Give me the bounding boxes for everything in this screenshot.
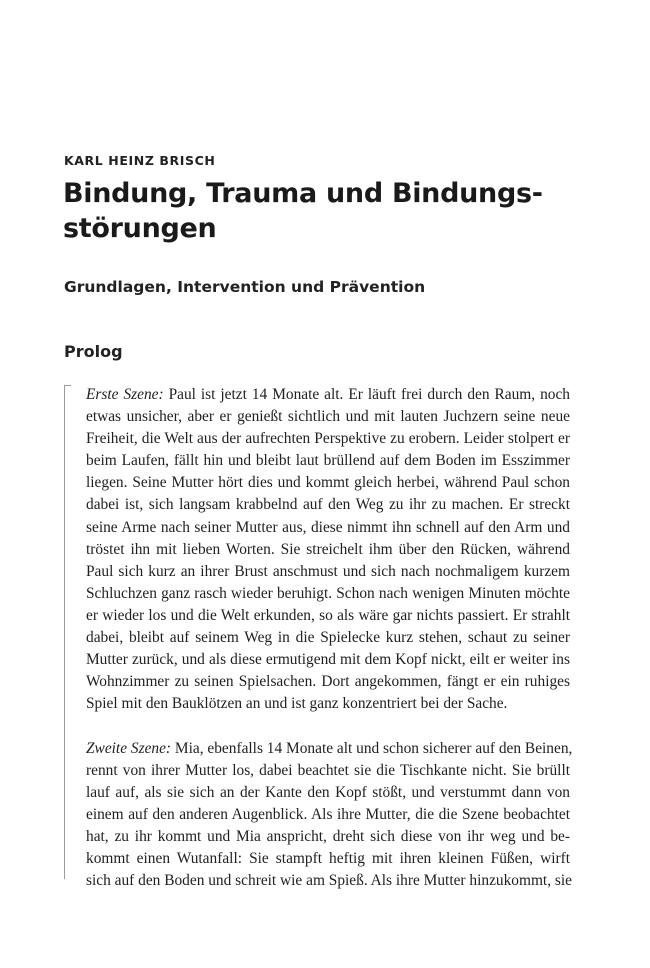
text-line bbox=[86, 494, 570, 516]
text-line bbox=[86, 627, 570, 649]
text-line bbox=[86, 384, 570, 406]
paragraph-gap bbox=[86, 715, 570, 737]
text-line-content: Mia, ebenfalls 14 Monate alt und schon sicherer auf den Beinen, bbox=[171, 739, 573, 757]
text-line bbox=[86, 826, 570, 848]
text-line bbox=[86, 649, 570, 671]
margin-rule bbox=[64, 385, 65, 879]
text-line bbox=[86, 539, 570, 561]
text-line bbox=[86, 782, 570, 804]
text-line bbox=[86, 804, 570, 826]
text-line-content: kommt einen Wutanfall: Sie stampft heftig mit ihren kleinen Füßen, wirft bbox=[86, 849, 570, 867]
scene-label: Erste Szene: bbox=[86, 386, 164, 403]
text-line-content: rennt von ihrer Mutter los, dabei beachtet sie die Tischkante nicht. Sie brüllt bbox=[86, 761, 570, 779]
text-line bbox=[86, 738, 573, 760]
text-line-content: Wohnzimmer zu seinen Spielsachen. Dort angekommen, fängt er ein ruhiges bbox=[86, 673, 570, 691]
text-line-content: hat, zu ihr kommt und Mia anspricht, dreht sich diese von ihr weg und be- bbox=[86, 827, 570, 845]
text-line bbox=[86, 671, 570, 693]
scene-label: Zweite Szene: bbox=[86, 739, 172, 757]
text-line-content: einem auf den anderen Augenblick. Als ihre Mutter, die die Szene beobachtet bbox=[86, 805, 570, 823]
text-line bbox=[86, 760, 570, 782]
text-line-content: Freiheit, die Welt aus der aufrechten Perspektive zu erobern. Leider stolpert er bbox=[86, 430, 570, 448]
chapter-subtitle: Grundlagen, Intervention und Prävention bbox=[64, 278, 426, 296]
text-line bbox=[86, 583, 570, 605]
text-line-content: Paul sich kurz an ihrer Brust anschmust und sich nach nochmaligem kurzem bbox=[86, 562, 570, 580]
text-line bbox=[86, 848, 570, 870]
body-text bbox=[86, 384, 573, 892]
text-line-content: lauf auf, als sie sich an der Kante den Kopf stößt, und verstummt dann von bbox=[86, 783, 570, 801]
text-line-content: Mutter zurück, und als diese ermutigend mit dem Kopf nickt, eilt er weiter ins bbox=[86, 651, 570, 669]
chapter-title bbox=[63, 176, 543, 246]
text-line-content: beim Laufen, fällt hin und bleibt laut brüllend auf dem Boden im Esszimmer bbox=[86, 452, 570, 470]
chapter-title-line: Bindung, Trauma und Bindungs- bbox=[63, 178, 543, 209]
text-line-content: Spiel mit den Bauklötzen an und ist ganz konzentriert bei der Sache. bbox=[86, 695, 508, 713]
text-line bbox=[86, 870, 570, 892]
text-line bbox=[86, 561, 570, 583]
text-line bbox=[86, 450, 570, 472]
text-line-content: tröstet ihn mit lieben Worten. Sie streichelt ihm über den Rücken, während bbox=[86, 540, 570, 558]
author-name: KARL HEINZ BRISCH bbox=[64, 153, 216, 168]
text-line bbox=[86, 406, 570, 428]
text-line-content: seine Arme nach seiner Mutter aus, diese nimmt ihn schnell auf den Arm und bbox=[86, 518, 570, 536]
text-line-content: etwas unsicher, aber er genießt sichtlich und mit lauten Juchzern seine neue bbox=[86, 408, 570, 426]
text-line-content: Paul ist jetzt 14 Monate alt. Er läuft frei durch den Raum, noch bbox=[163, 386, 570, 403]
text-line bbox=[86, 517, 570, 539]
text-line-content: dabei ist, sich langsam krabbelnd auf den Weg zu ihr zu machen. Er streckt bbox=[86, 496, 570, 514]
text-line-content: Schluchzen ganz rasch wieder beruhigt. Schon nach wenigen Minuten möchte bbox=[86, 584, 570, 602]
text-line bbox=[86, 605, 570, 627]
section-heading: Prolog bbox=[64, 342, 123, 361]
text-line bbox=[86, 472, 570, 494]
text-line bbox=[86, 428, 570, 450]
chapter-title-line: störungen bbox=[63, 213, 217, 244]
margin-rule-tick bbox=[64, 385, 71, 386]
text-line-content: sich auf den Boden und schreit wie am Spieß. Als ihre Mutter hinzukommt, sie bbox=[86, 872, 572, 890]
text-line bbox=[86, 693, 570, 715]
text-line-content: er wieder los und die Welt erkunden, so als wäre gar nichts passiert. Er strahlt bbox=[86, 606, 570, 624]
text-line-content: dabei, bleibt auf seinem Weg in die Spielecke kurz stehen, schaut zu seiner bbox=[86, 629, 570, 647]
text-line-content: liegen. Seine Mutter hört dies und kommt gleich herbei, während Paul schon bbox=[86, 474, 570, 492]
